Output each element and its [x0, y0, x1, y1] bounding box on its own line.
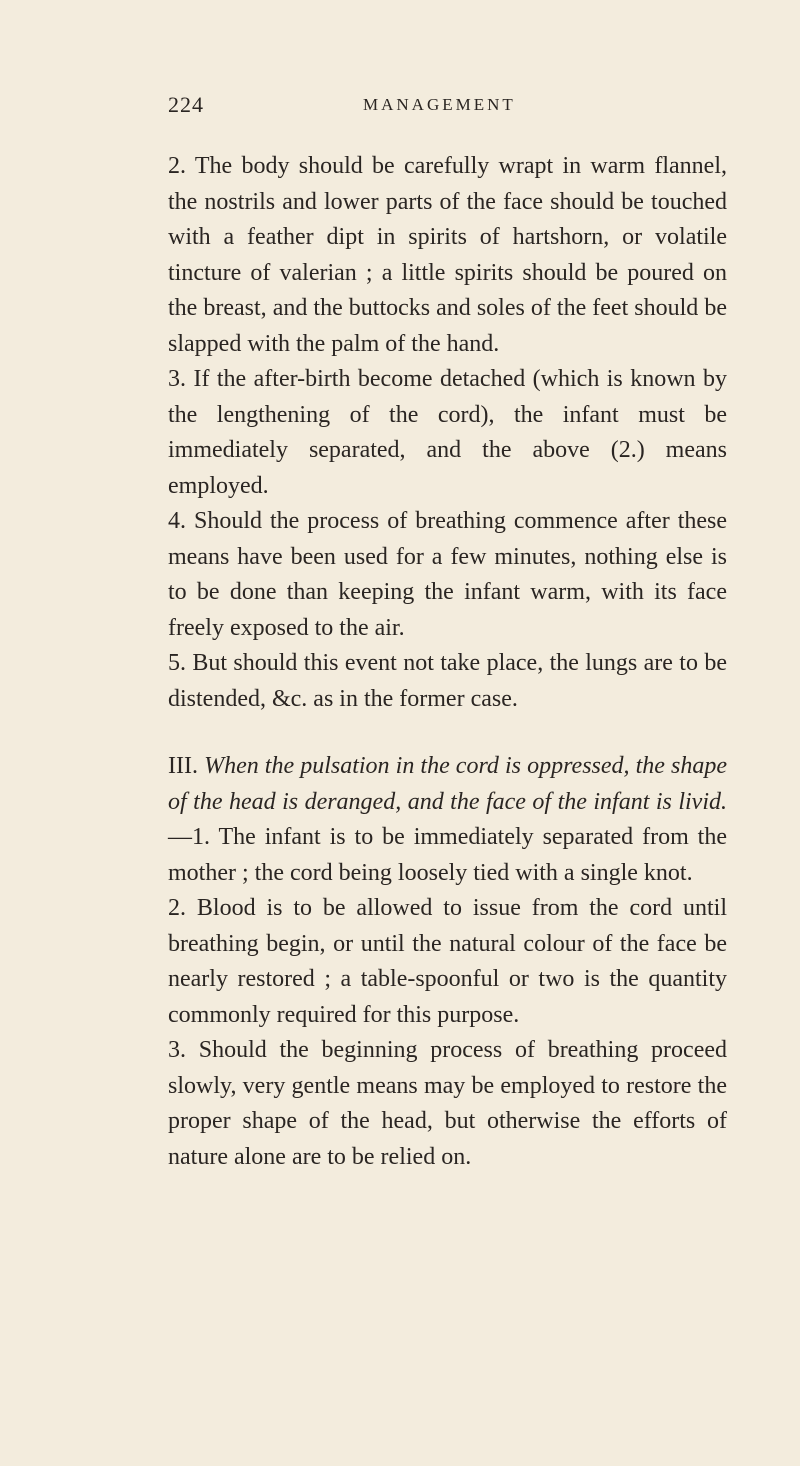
section-paragraph-3 [168, 1033, 727, 1175]
paragraph-number: 2. [168, 153, 186, 179]
section-iii [168, 749, 727, 891]
running-head: MANAGEMENT [363, 95, 516, 114]
paragraph-5 [168, 646, 727, 717]
paragraph-text: If the after-birth become detached (which is known by the lengthening of the cord), the infant must be immediately separated, and the above (2.) means employed. [168, 366, 727, 499]
paragraph-number: 3. [168, 366, 186, 392]
paragraph-text: Should the beginning process of breathing proceed slowly, very gentle means may be employed to restore the proper shape of the head, but otherwise the efforts of nature alone are to be relied on. [168, 1037, 728, 1170]
paragraph-2 [168, 149, 727, 362]
paragraph-text: Should the process of breathing commence after these means have been used for a few minutes, nothing else is to be done than keeping the infant warm, with its face freely exposed to the air. [168, 508, 727, 641]
section-first-text: The infant is to be immediately separated from the mother ; the cord being loosely tied with a single knot. [168, 824, 727, 886]
section-numeral: III. [168, 753, 198, 779]
page-number: 224 [168, 92, 204, 117]
section-paragraph-2 [168, 891, 727, 1033]
section-heading: When the pulsation in the cord is oppressed, the shape of the head is deranged, and the face of the infant is livid. [168, 753, 728, 815]
paragraph-number: 3. [168, 1037, 186, 1063]
paragraph-number: 4. [168, 508, 186, 534]
page-header [168, 92, 728, 124]
paragraph-text: Blood is to be allowed to issue from the cord until breathing begin, or until the natural colour of the face be nearly restored ; a table-spoonful or two is the quantity commonly required for this purpose. [168, 895, 728, 1028]
paragraph-4 [168, 504, 727, 646]
paragraph-number: 5. [168, 650, 186, 676]
paragraph-number: 2. [168, 895, 186, 921]
paragraph-3 [168, 362, 727, 504]
body-text [168, 149, 727, 1175]
paragraph-text: But should this event not take place, the lungs are to be distended, &c. as in the former case. [168, 650, 727, 712]
section-first-number: —1. [168, 824, 210, 850]
paragraph-text: The body should be carefully wrapt in warm flannel, the nostrils and lower parts of the face should be touched with a feather dipt in spirits of hartshorn, or volatile tincture of valerian ; a little spirits should be poured on the breast, and the buttocks and soles of the feet should be slapped with the palm of the hand. [168, 153, 727, 357]
